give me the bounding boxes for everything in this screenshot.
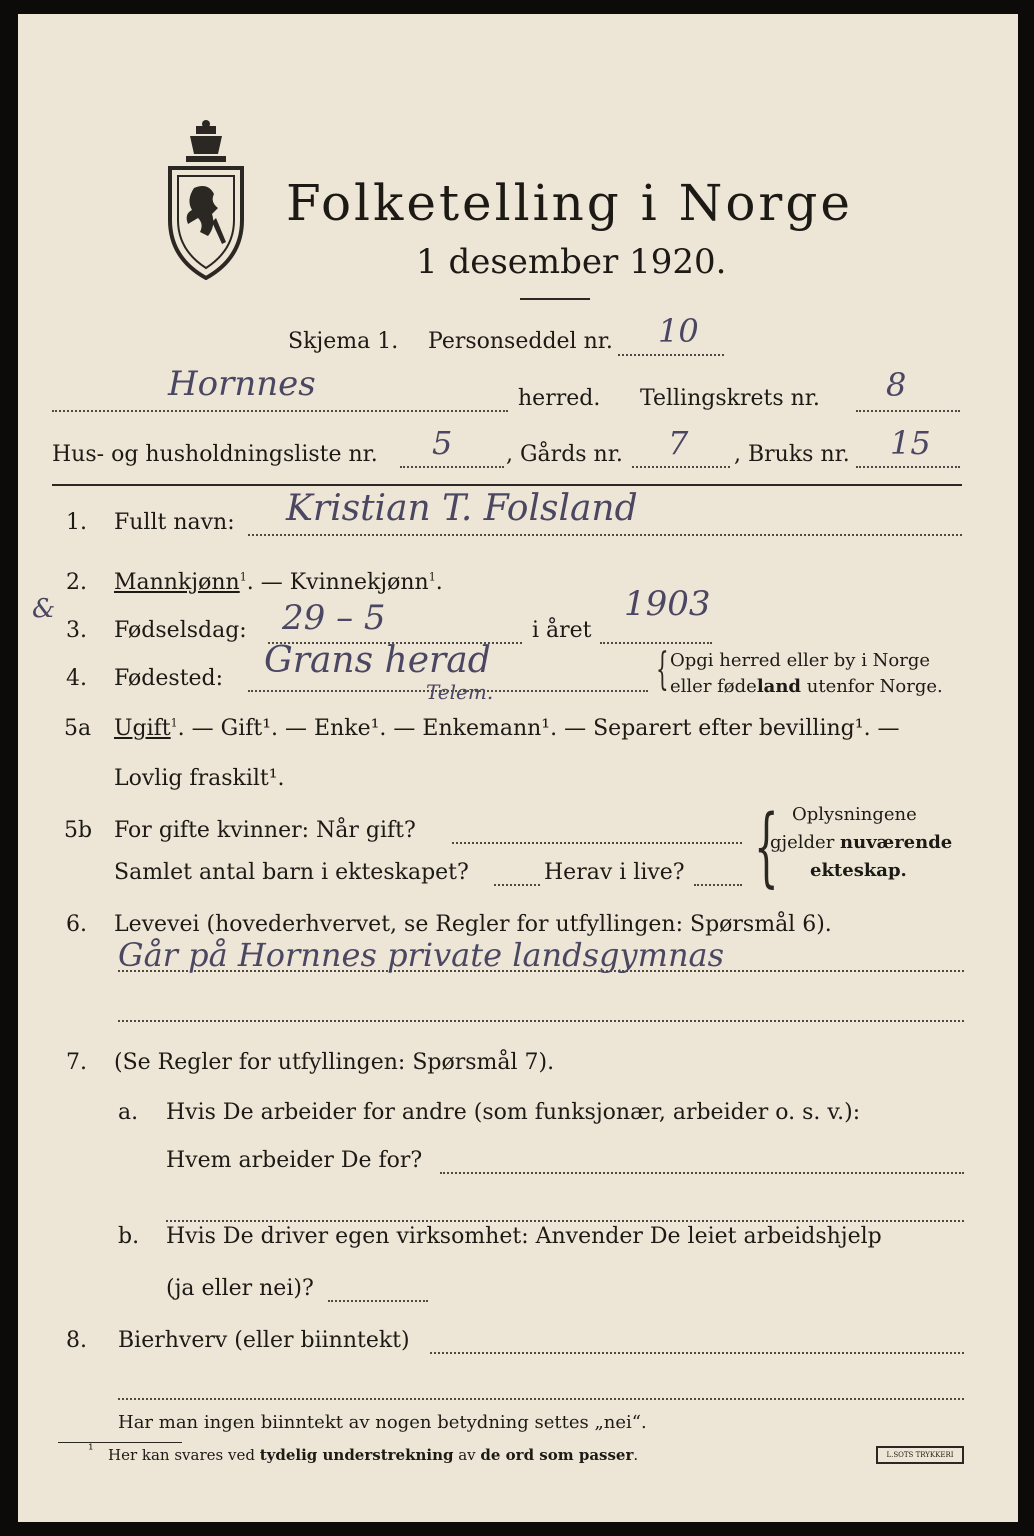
q5b-label-3: Herav i live? (544, 860, 685, 885)
q4-label: Fødested: (114, 666, 224, 691)
q7a-text: Hvis De arbeider for andre (som funksjonær, arbeider o. s. v.): (166, 1100, 861, 1125)
q8-label: Bierhverv (eller biinntekt) (118, 1328, 410, 1353)
q5a-line2: Lovlig fraskilt¹. (114, 766, 285, 791)
personseddel-line (618, 354, 724, 356)
q4-value: Grans herad (264, 640, 491, 681)
q7b-sub: (ja eller nei)? (166, 1276, 314, 1301)
tellingskrets-label: Tellingskrets nr. (640, 386, 820, 411)
bruks-label: , Bruks nr. (734, 442, 850, 467)
q3-day-value: 29 – 5 (282, 598, 386, 638)
footnote-marker: ¹ (88, 1442, 94, 1458)
gards-value: 7 (668, 424, 689, 462)
q6-value: Går på Hornnes private landsgymnas (118, 936, 725, 974)
q1-line (248, 534, 962, 536)
q7b-text: Hvis De driver egen virksomhet: Anvender De leiet arbeidshjelp (166, 1224, 882, 1249)
q8-line-2 (118, 1398, 964, 1400)
q8-note: Har man ingen biinntekt av nogen betydning settes „nei“. (118, 1412, 647, 1433)
q1-value: Kristian T. Folsland (286, 488, 638, 529)
q3-year-value: 1903 (624, 584, 711, 624)
q5b-children-line (494, 884, 540, 886)
footnote-rule (58, 1442, 182, 1443)
herred-value: Hornnes (168, 364, 316, 404)
q7a-line-1 (440, 1172, 964, 1174)
tellingskrets-value: 8 (886, 366, 907, 404)
q4-brace: { (656, 644, 669, 695)
gards-label: , Gårds nr. (506, 442, 623, 467)
q2-male: Mannkjønn (114, 570, 240, 595)
q2-female: Kvinnekjønn (289, 570, 429, 595)
header-divider (52, 484, 962, 486)
q5a-number: 5a (64, 716, 92, 741)
q6-number: 6. (66, 912, 87, 937)
form-title: Folketelling i Norge (286, 174, 853, 232)
q5b-note-1: Oplysningene (792, 804, 917, 825)
q5a-ugift: Ugift (114, 716, 171, 741)
q4-number: 4. (66, 666, 87, 691)
q5b-label-2: Samlet antal barn i ekteskapet? (114, 860, 469, 885)
q5b-married-line (452, 842, 742, 844)
q2-options: Mannkjønn$^1$. — Kvinnekjønn$^1$. (114, 570, 443, 595)
q6-line-2 (118, 1020, 964, 1022)
q5b-brace: { (754, 797, 779, 897)
title-divider (520, 298, 590, 300)
bruks-line (856, 466, 960, 468)
tellingskrets-line (856, 410, 960, 412)
coat-of-arms-icon (160, 118, 252, 280)
q7a-letter: a. (118, 1100, 139, 1125)
q1-label: Fullt navn: (114, 510, 235, 535)
q8-number: 8. (66, 1328, 87, 1353)
census-form (18, 14, 1018, 1522)
gards-line (632, 466, 730, 468)
q3-number: 3. (66, 618, 87, 643)
herred-label: herred. (518, 386, 601, 411)
personseddel-value: 10 (658, 312, 699, 350)
q8-line-1 (430, 1352, 964, 1354)
husliste-value: 5 (432, 424, 453, 462)
q1-number: 1. (66, 510, 87, 535)
census-date: 1 desember 1920. (416, 242, 727, 282)
q3-margin-mark: & (32, 594, 56, 624)
q7a-line-2 (166, 1220, 964, 1222)
q5b-note-3: ekteskap. (810, 860, 907, 881)
q5b-alive-line (694, 884, 742, 886)
q7b-letter: b. (118, 1224, 140, 1249)
q3-year-label: i året (532, 618, 592, 643)
q4-value2: Telem. (426, 680, 494, 704)
husliste-line (400, 466, 504, 468)
q5b-number: 5b (64, 818, 93, 843)
q4-note-1: Opgi herred eller by i Norge (670, 650, 931, 671)
skjema-label: Skjema 1. (288, 329, 399, 354)
q7-label: (Se Regler for utfyllingen: Spørsmål 7). (114, 1050, 555, 1075)
q2-number: 2. (66, 570, 87, 595)
herred-line (52, 410, 508, 412)
q5b-label-1: For gifte kvinner: Når gift? (114, 818, 416, 843)
personseddel-label: Personseddel nr. (428, 329, 613, 354)
bruks-value: 15 (890, 424, 931, 462)
q7a-sub: Hvem arbeider De for? (166, 1148, 423, 1173)
q5a-options: Ugift$^1$. — Gift¹. — Enke¹. — Enkemann¹. — Separert efter bevilling¹. — (114, 716, 900, 741)
q6-label: Levevei (hovederhvervet, se Regler for utfyllingen: Spørsmål 6). (114, 912, 832, 937)
q5b-note-2: gjelder nuværende (770, 832, 953, 853)
q4-note-2: eller fødeland utenfor Norge. (670, 676, 943, 697)
printer-mark: L.SOTS TRYKKERI (876, 1446, 964, 1464)
footnote-text: Her kan svares ved tydelig understrekning av de ord som passer. (108, 1446, 639, 1464)
q3-label: Fødselsdag: (114, 618, 247, 643)
husliste-label: Hus- og husholdningsliste nr. (52, 442, 378, 467)
q5a-rest: — Gift¹. — Enke¹. — Enkemann¹. — Separert efter bevilling¹. — (184, 716, 900, 741)
q7-number: 7. (66, 1050, 87, 1075)
q7b-line (328, 1300, 428, 1302)
q2-sep: — (253, 570, 290, 595)
